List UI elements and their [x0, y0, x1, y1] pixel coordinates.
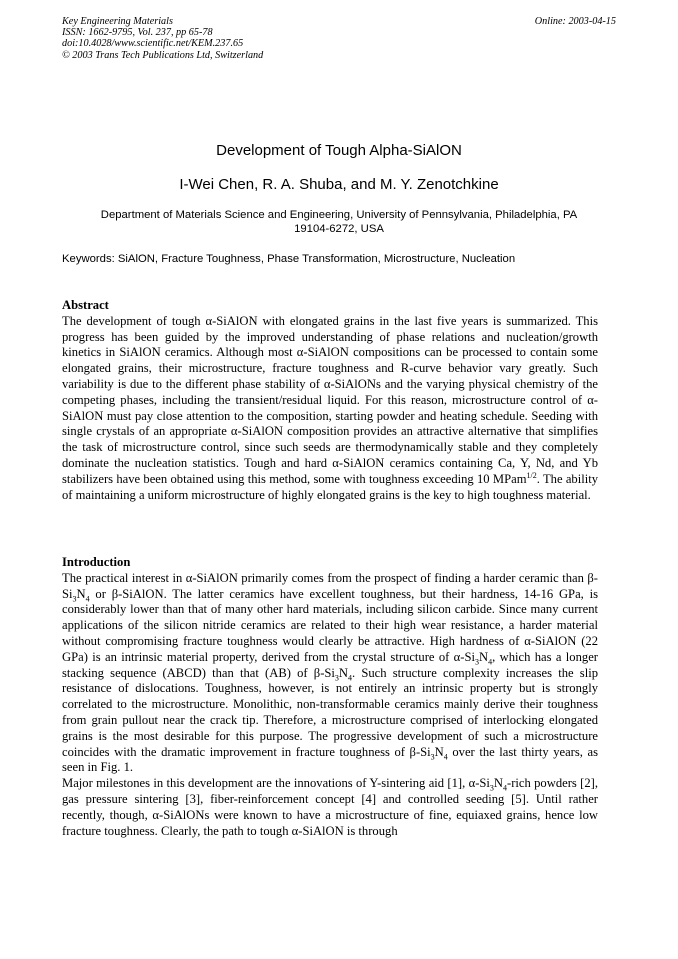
introduction-heading: Introduction	[62, 555, 131, 569]
introduction-paragraph-1: The practical interest in α-SiAlON primarily comes from the prospect of finding a harder ceramic than $\beta-Si_3N_4$ or β-SiAlON. The latter ceramics have excellent toughness, but their hardness, 14-16 GPa, is considerably lower than that of many other hard materials, including silicon carbide. Since many current applications of the silicon nitride ceramics are related to their high wear resistance, a harder material without compromising fracture toughness would clearly be attractive. High hardness of α-SiAlON (22 GPa) is an intrinsic material property, derived from the crystal structure of $\alpha-Si_3N_4$, which has a longer stacking sequence (ABCD) than that (AB) of $\beta-Si_3N_4$. Such structure complexity increases the slip resistance of dislocations. Toughness, however, is not entirely an intrinsic property but is strongly correlated to the microstructure. Monolithic, non-transformable ceramics mainly derive their toughness from grain pullout near the crack tip. Therefore, a microstructure comprised of interlocking elongated grains is the most desirable for this purpose. The progressive development of such a microstructure coincides with the dramatic improvement in fracture toughness of $\beta-Si_3N_4$ over the last thirty years, as seen in Fig. 1.	[62, 570, 598, 775]
abstract-heading: Abstract	[62, 298, 109, 312]
issn: ISSN: 1662-9795, Vol. 237, pp 65-78	[62, 27, 213, 39]
journal-header	[62, 16, 616, 61]
affiliation-line-1: Department of Materials Science and Engineering, University of Pennsylvania, Philadelphia, PA	[100, 209, 578, 221]
authors: I-Wei Chen, R. A. Shuba, and M. Y. Zenotchkine	[179, 176, 499, 193]
abstract-section	[62, 298, 598, 503]
affiliation	[62, 208, 616, 236]
introduction-section	[62, 555, 598, 839]
introduction-paragraph-2: Major milestones in this development are the innovations of Y-sintering aid [1], $\alpha-Si_3N_4$-rich powders [2], gas pressure sintering [3], fiber-reinforcement concept [4] and controlled seeding [5]. Until rather recently, though, α-SiAlONs were known to have a microstructure of fine, equiaxed grains, hence low fracture toughness. Clearly, the path to tough α-SiAlON is through	[62, 776, 598, 838]
exponent: 1/2	[526, 470, 537, 480]
affiliation-line-2: 19104-6272, USA	[294, 223, 384, 235]
copyright: © 2003 Trans Tech Publications Ltd, Switzerland	[62, 49, 264, 61]
abstract-text: The development of tough α-SiAlON with elongated grains in the last five years is summarized. This progress has been guided by the improved understanding of phase relations and nucleation/growth kinetics in SiAlON ceramics. Although most α-SiAlON compositions can be processed to contain some elongated grains, their microstructure, fracture toughness and R-curve behavior vary greatly. Such variability is due to the different phase stability of α-SiAlONs and the varying physical chemistry of the competing phases, including the transient/residual liquid. For this reason, microstructure control of α-SiAlON must pay close attention to the composition, starting powder and heating schedule. Seeding with single crystals of an appropriate α-SiAlON composition provides an attractive alternative that simplifies the task of microstructure control, since such seeds are thermodynamically stable and they completely dominate the nucleation statistics. Tough and hard α-SiAlON ceramics containing Ca, Y, Nd, and Yb stabilizers have been obtained using this method, some with toughness exceeding 10 MPam$^{1/2}$. The ability of maintaining a uniform microstructure of highly elongated grains is the key to high toughness material.	[62, 313, 599, 502]
online-date: Online: 2003-04-15	[534, 16, 616, 27]
doi: doi:10.4028/www.scientific.net/KEM.237.65	[62, 38, 244, 50]
paper-title: Development of Tough Alpha-SiAlON	[216, 142, 462, 159]
keywords: Keywords: SiAlON, Fracture Toughness, Phase Transformation, Microstructure, Nucleation	[62, 253, 516, 265]
journal-name: Key Engineering Materials	[62, 16, 173, 27]
